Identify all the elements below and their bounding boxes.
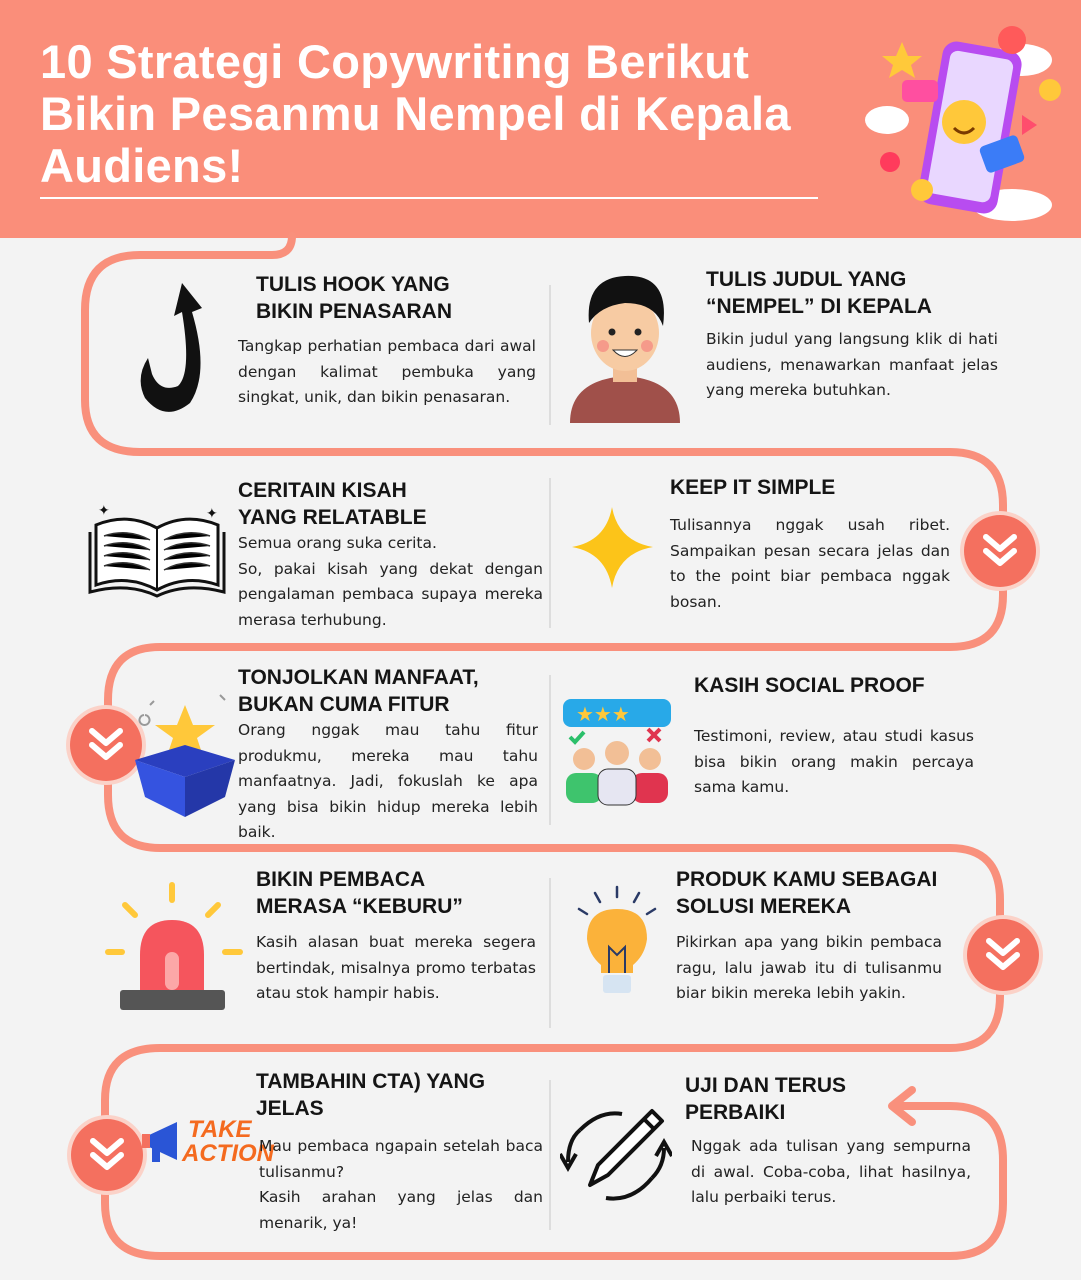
item-title: PRODUK KAMU SEBAGAI SOLUSI MEREKA: [676, 868, 938, 918]
item-title: TULIS JUDUL YANG “NEMPEL” DI KEPALA: [706, 268, 932, 318]
strategy-item-3: [238, 477, 543, 633]
page-title: 10 Strategi Copywriting Berikut Bikin Pesanmu Nempel di Kepala Audiens!: [40, 35, 791, 192]
item-body: Mau pembaca ngapain setelah baca tulisanmu?: [259, 1137, 543, 1181]
item-title: CERITAIN KISAH YANG RELATABLE: [238, 479, 427, 529]
pencil-cycle-icon: [560, 1100, 672, 1210]
divider: [549, 1080, 551, 1230]
person-avatar-icon: [565, 268, 685, 423]
item-title: KEEP IT SIMPLE: [670, 476, 836, 499]
item-body: Orang nggak mau tahu fitur produkmu, mereka mau tahu manfaatnya. Jadi, fokuslah ke apa yang bisa bikin hidup mereka lebih baik.: [238, 721, 538, 841]
svg-text:✦: ✦: [206, 506, 218, 522]
item-body: Nggak ada tulisan yang sempurna di awal. Coba-coba, lihat hasilnya, lalu perbaiki terus.: [691, 1137, 971, 1206]
item-body: Kasih alasan buat mereka segera bertindak, misalnya promo terbatas atau stok hampir habis.: [256, 933, 536, 1002]
item-body: Testimoni, review, atau studi kasus bisa bikin orang makin percaya sama kamu.: [694, 727, 974, 796]
strategy-item-6: [694, 672, 974, 801]
item-body: So, pakai kisah yang dekat dengan pengalaman pembaca supaya mereka merasa terhubung.: [238, 559, 543, 629]
item-title: TAMBAHIN CTA) YANG JELAS: [256, 1070, 486, 1120]
item-body: Tangkap perhatian pembaca dari awal dengan kalimat pembuka yang singkat, unik, dan bikin penasaran.: [238, 337, 536, 406]
strategy-item-10: [685, 1072, 971, 1211]
svg-text:✦: ✦: [98, 503, 110, 519]
megaphone-icon: [142, 1118, 187, 1168]
item-body: Tulisannya nggak usah ribet. Sampaikan pesan secara jelas dan to the point biar pembaca nggak bosan.: [670, 516, 950, 611]
fish-hook-icon: [130, 278, 225, 418]
item-title: KASIH SOCIAL PROOF: [694, 674, 925, 697]
strategy-item-5: [238, 664, 538, 846]
item-body: Pikirkan apa yang bikin pembaca ragu, lalu jawab itu di tulisanmu biar bikin mereka lebih yakin.: [676, 933, 942, 1002]
take-action-badge: TAKE ACTION: [182, 1116, 274, 1167]
item-body: Kasih arahan yang jelas dan menarik, ya!: [259, 1188, 543, 1232]
divider: [549, 878, 551, 1028]
strategy-item-4: [670, 474, 950, 615]
open-book-icon: [88, 500, 226, 600]
alarm-siren-icon: [100, 880, 250, 1015]
chevron-down-icon: [87, 1135, 127, 1175]
lightbulb-icon: [575, 885, 660, 1005]
gift-box-star-icon: [130, 685, 240, 820]
divider: [549, 478, 551, 628]
chevron-down-icon: [983, 935, 1023, 975]
strategy-item-8: [676, 866, 942, 1007]
strategy-item-9: [256, 1068, 543, 1236]
rating-people-icon: [558, 695, 676, 810]
strategy-item-1: [238, 271, 546, 411]
divider: [549, 675, 551, 825]
strategy-item-7: [256, 866, 536, 1007]
strategy-item-2: [706, 266, 998, 404]
chevron-down-icon: [980, 531, 1020, 571]
chevron-down-icon: [86, 725, 126, 765]
item-title: BIKIN PEMBACA MERASA “KEBURU”: [256, 868, 463, 918]
chevron-down-button[interactable]: [967, 919, 1039, 991]
svg-text:★★★: ★★★: [576, 702, 630, 726]
item-body: Semua orang suka cerita.: [238, 534, 437, 552]
item-title: TULIS HOOK YANG BIKIN PENASARAN: [256, 273, 453, 323]
item-body: Bikin judul yang langsung klik di hati audiens, menawarkan manfaat jelas yang mereka butuhkan.: [706, 330, 998, 399]
divider: [549, 285, 551, 425]
item-title: TONJOLKAN MANFAAT, BUKAN CUMA FITUR: [238, 666, 479, 716]
chevron-down-button[interactable]: [964, 515, 1036, 587]
sparkle-icon: [570, 505, 655, 590]
item-title: UJI DAN TERUS PERBAIKI: [685, 1074, 847, 1124]
chevron-down-button[interactable]: [71, 1119, 143, 1191]
